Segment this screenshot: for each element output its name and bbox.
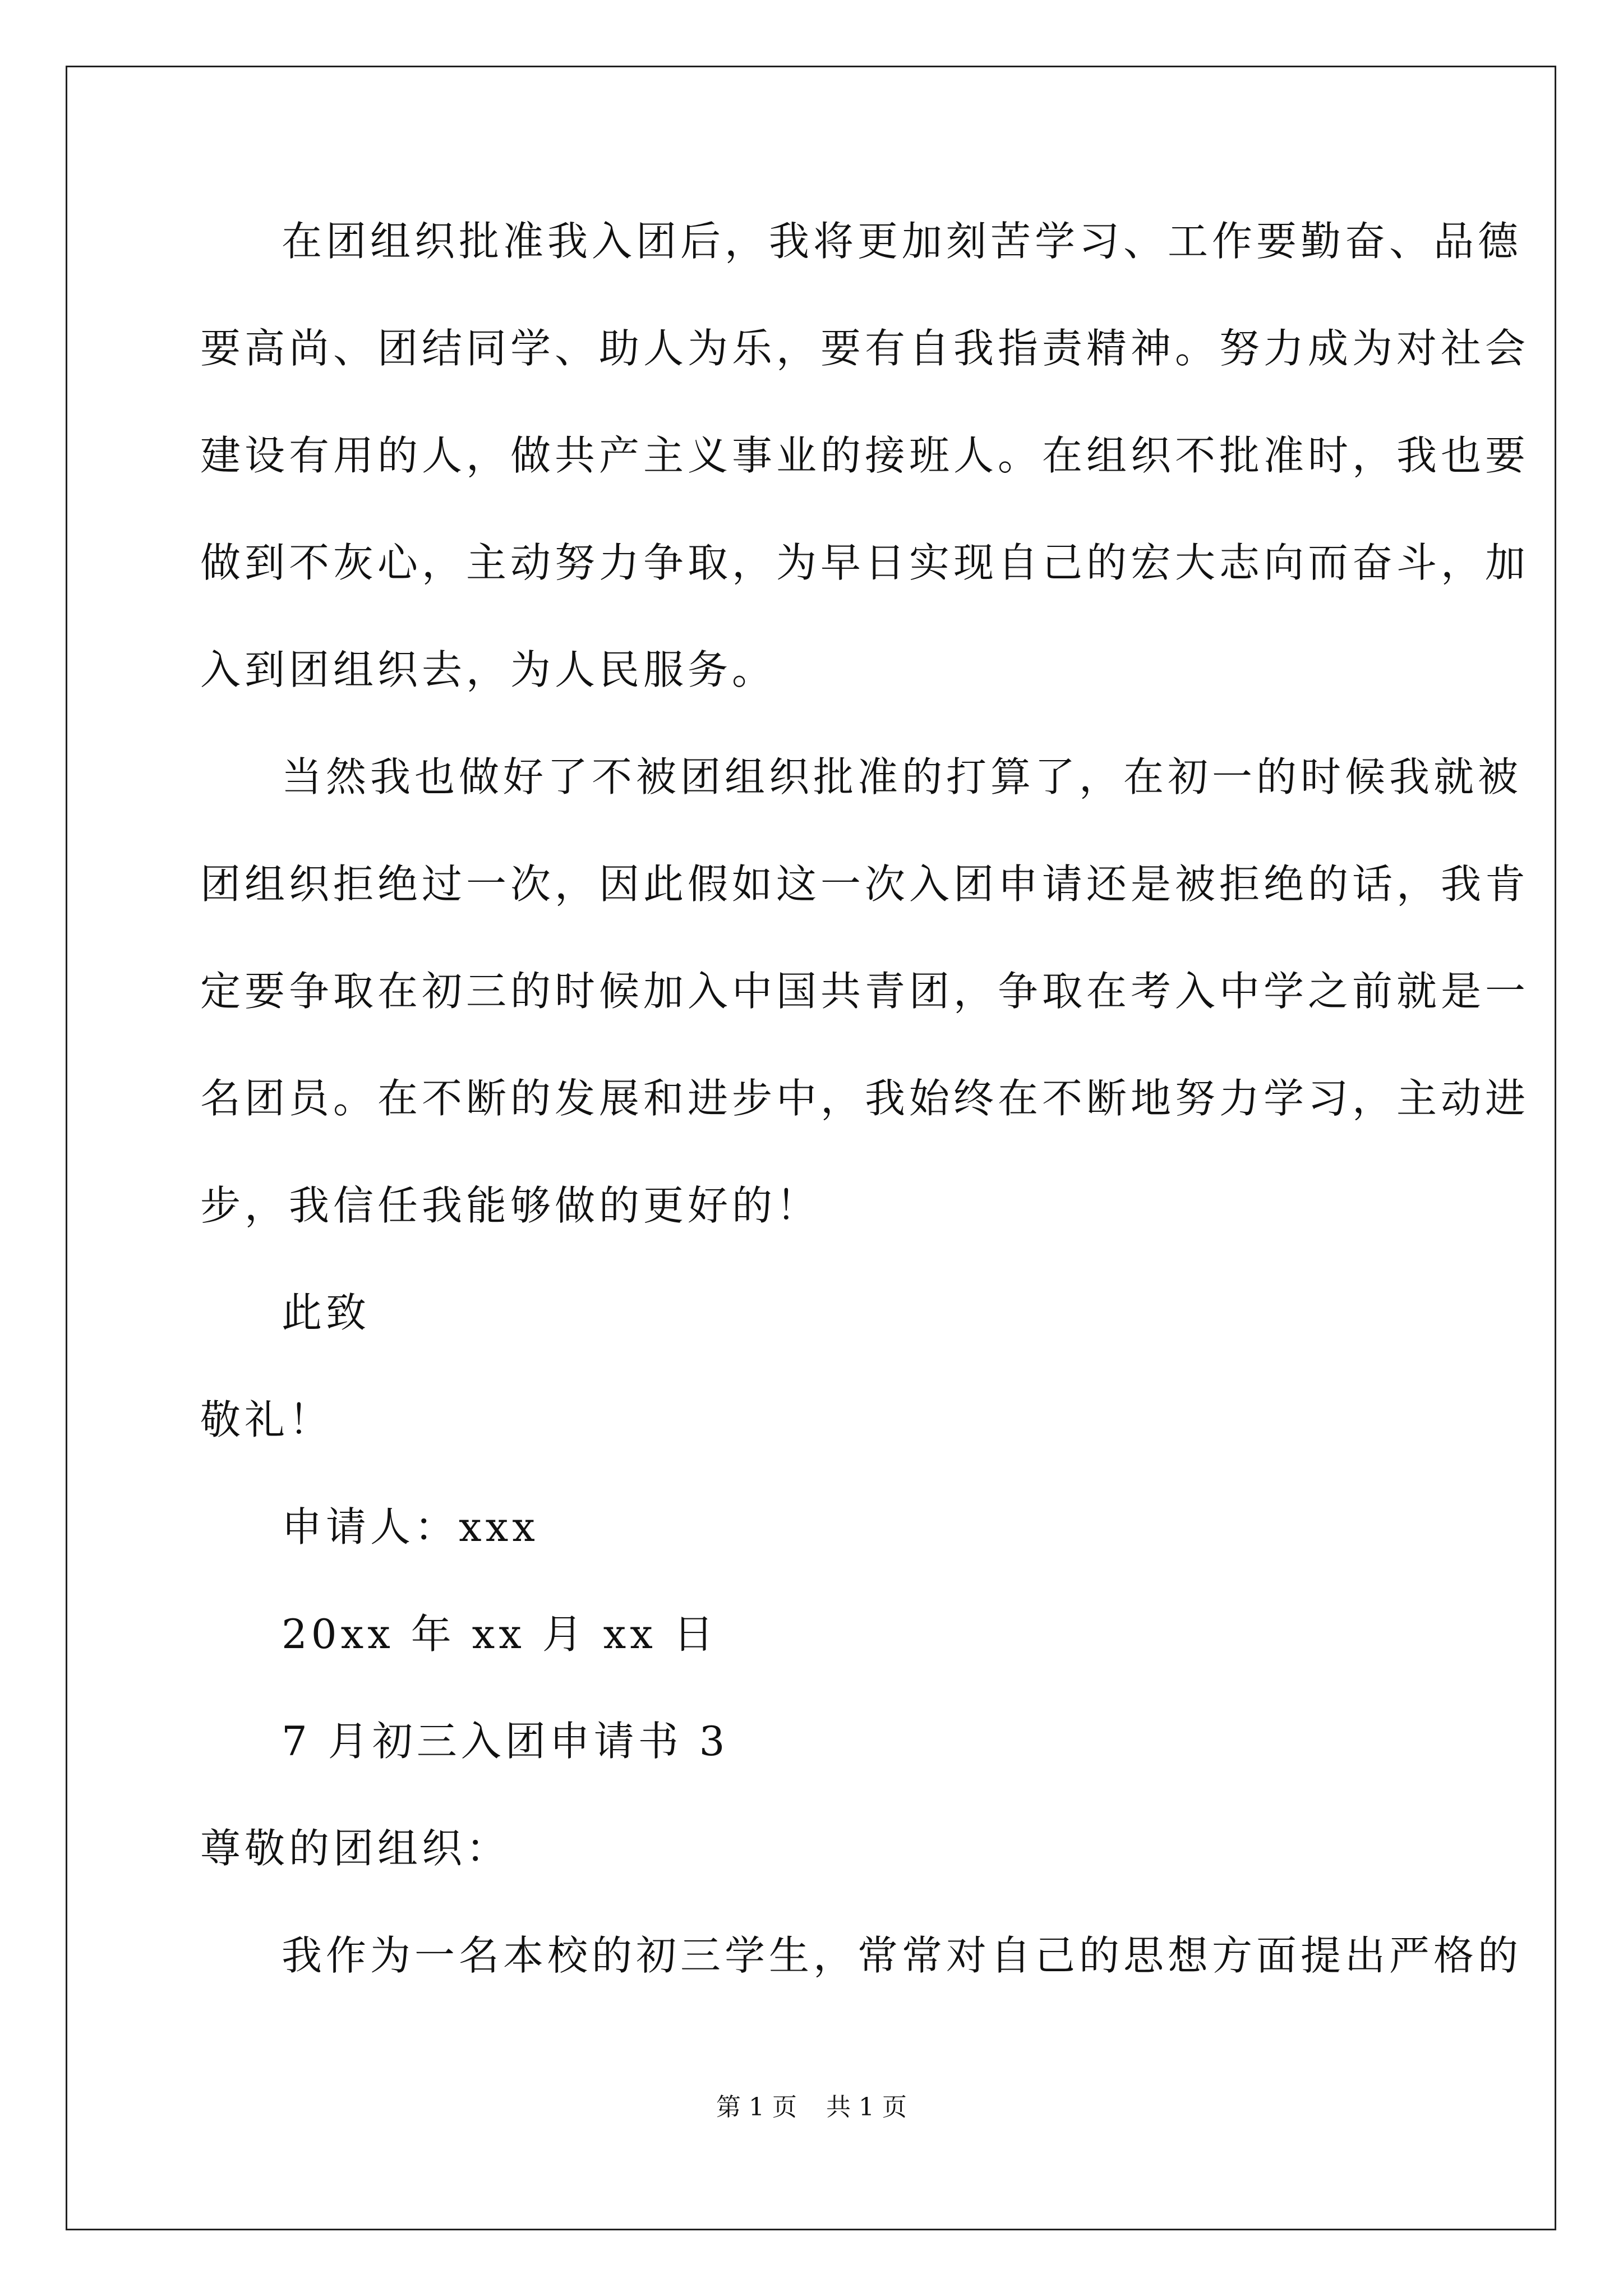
page-border [66,66,1556,2230]
page-footer [0,2091,1623,2124]
page-number: 第 1 页 [716,2093,797,2122]
closing-line: 此致 [282,1289,371,1336]
paragraph-line: 名团员。在不断的发展和进步中，我始终在不断地努力学习，主动进 [200,1075,1530,1122]
page-total: 共 1 页 [826,2093,907,2122]
section-title: 7 月初三入团申请书 3 [282,1718,729,1765]
paragraph-line: 我作为一名本校的初三学生，常常对自己的思想方面提出严格的 [282,1932,1523,1979]
paragraph-line: 做到不灰心，主动努力争取，为早日实现自己的宏大志向而奋斗，加 [200,539,1530,586]
paragraph-line: 要高尚、团结同学、助人为乐，要有自我指责精神。努力成为对社会 [200,325,1530,372]
paragraph-line: 建设有用的人，做共产主义事业的接班人。在组织不批准时，我也要 [200,432,1530,479]
paragraph-line: 当然我也做好了不被团组织批准的打算了，在初一的时候我就被 [282,753,1523,800]
salutation-line: 敬礼！ [200,1396,334,1443]
date-line: 20xx 年 xx 月 xx 日 [282,1611,718,1658]
greeting-line: 尊敬的团组织： [200,1825,511,1872]
paragraph-line: 在团组织批准我入团后，我将更加刻苦学习、工作要勤奋、品德 [282,218,1523,265]
paragraph-line: 定要争取在初三的时候加入中国共青团，争取在考入中学之前就是一 [200,968,1530,1015]
paragraph-line: 步，我信任我能够做的更好的！ [200,1182,821,1229]
paragraph-line: 入到团组织去，为人民服务。 [200,646,777,693]
applicant-line: 申请人：xxx [282,1503,539,1550]
paragraph-line: 团组织拒绝过一次，因此假如这一次入团申请还是被拒绝的话，我肯 [200,861,1530,908]
